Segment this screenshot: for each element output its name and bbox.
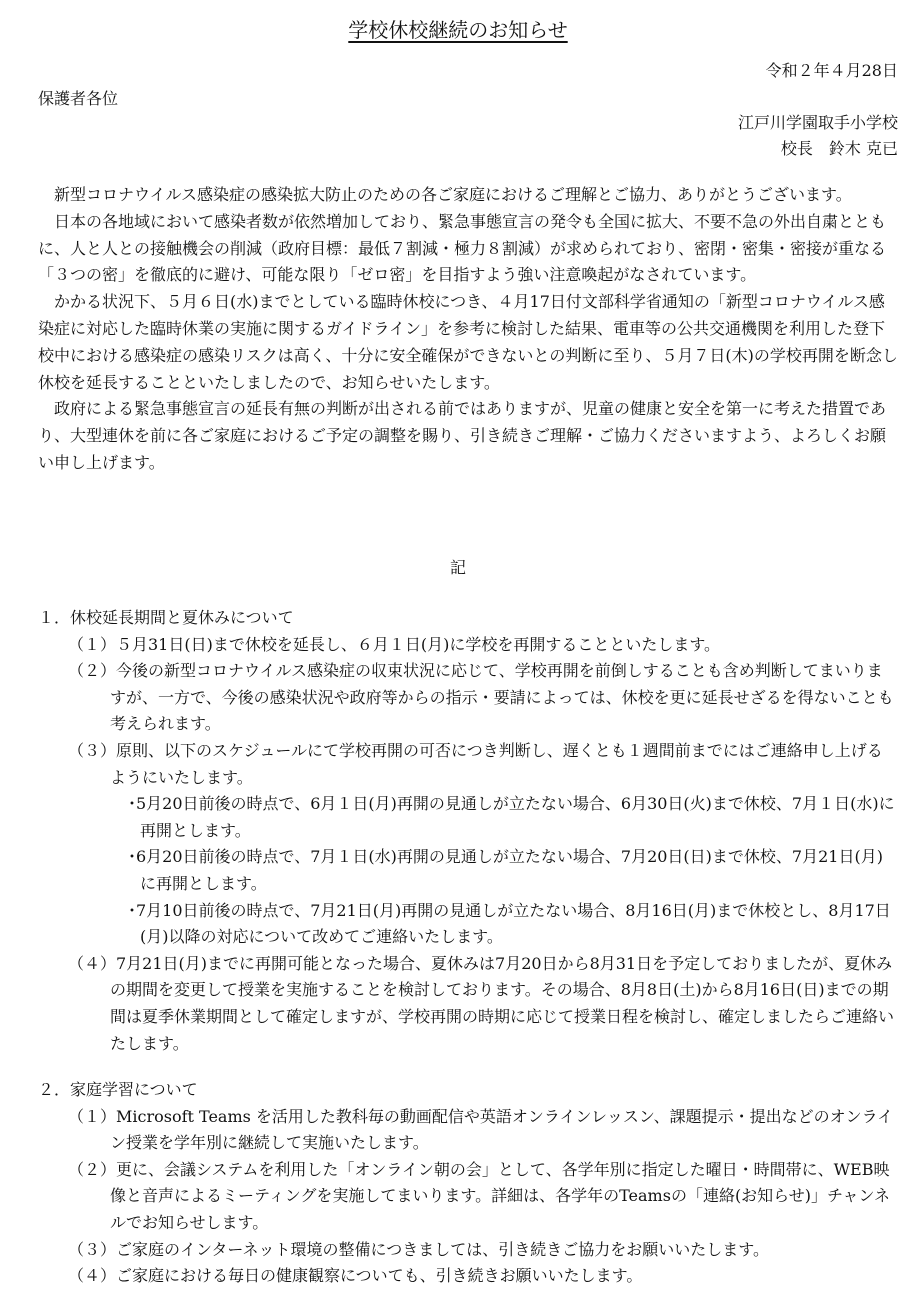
recipient: 保護者各位 xyxy=(38,89,119,108)
schedule-bullet: ･7月10日前後の時点で、7月21日(月)再開の見通しが立たない場合、8月16日(月)まで休校とし、8月17日(月)以降の対応について改めてご連絡いたします。 xyxy=(128,900,891,947)
body-paragraph: 新型コロナウイルス感染症の感染拡大防止のための各ご家庭におけるご理解とご協力、ありがとうございます。 xyxy=(54,185,852,204)
list-item: （４）7月21日(月)までに再開可能となった場合、夏休みは7月20日から8月31日を予定しておりましたが、夏休みの期間を変更して授業を実施することを検討しております。その場合、8月8日(土)から8月16日(日)までの期間は夏季休業期間として確定しますが、学校再開の時期に応じて授業日程を検討し、確定しましたらご連絡いたします。 xyxy=(68,953,895,1053)
section-school-closure xyxy=(38,605,898,1057)
section-home-learning xyxy=(38,1077,898,1290)
list-item: （２）更に、会議システムを利用した「オンライン朝の会」として、各学年別に指定した曜日・時間帯に、WEB映像と音声によるミーティングを実施してまいります。詳細は、各学年のTeamsの「連絡(お知らせ)」チャンネルでお知らせします。 xyxy=(68,1159,890,1232)
body-paragraph: 日本の各地域において感染者数が依然増加しており、緊急事態宣言の発令も全国に拡大、不要不急の外出自粛とともに、人と人との接触機会の削減（政府目標：最低７割減・極力８割減）が求められており、密閉・密集・密接が重なる「３つの密」を徹底的に避け、可能な限り「ゼロ密」を目指すよう強い注意喚起がなされています。 xyxy=(38,211,887,285)
body-text xyxy=(38,182,898,477)
schedule-bullet: ･5月20日前後の時点で、6月１日(月)再開の見通しが立たない場合、6月30日(火)まで休校、7月１日(水)に再開とします。 xyxy=(128,794,895,840)
sender-block xyxy=(738,110,898,162)
schedule-bullet: ･6月20日前後の時点で、7月１日(水)再開の見通しが立たない場合、7月20日(日)まで休校、7月21日(月)に再開とします。 xyxy=(128,847,883,893)
list-item: （３）原則、以下のスケジュールにて学校再開の可否につき判断し、遅くとも１週間前までにはご連絡申し上げるようにいたします。 xyxy=(68,740,883,787)
document-title: 学校休校継続のお知らせ xyxy=(348,18,568,42)
list-item: （４）ご家庭における毎日の健康観察についても、引き続きお願いいたします。 xyxy=(68,1266,643,1286)
body-paragraph: かかる状況下、５月６日(水)までとしている臨時休校につき、４月17日付文部科学省通知の「新型コロナウイルス感染症に対応した臨時休業の実施に関するガイドライン」を参考に検討した結果、電車等の公共交通機関を利用した登下校中における感染症の感染リスクは高く、十分に安全確保ができないとの判断に至り、５月７日(木)の学校再開を断念し休校を延長することといたしましたので、お知らせいたします。 xyxy=(38,292,898,392)
list-item: （２）今後の新型コロナウイルス感染症の収束状況に応じて、学校再開を前倒しすることも含め判断してまいりますが、一方で、今後の感染状況や政府等からの指示・要請によっては、休校を更に延長せざるを得ないことも考えられます。 xyxy=(68,661,894,734)
principal-name: 校長 鈴木 克已 xyxy=(780,139,898,158)
list-item: （１）Microsoft Teams を活用した教科毎の動画配信や英語オンラインレッスン、課題提示・提出などのオンライン授業を学年別に継続して実施いたします。 xyxy=(68,1106,894,1153)
list-item: （３）ご家庭のインターネット環境の整備につきましては、引き続きご協力をお願いいたします。 xyxy=(68,1239,769,1259)
section-heading: ２．家庭学習について xyxy=(38,1080,198,1099)
section-heading: １．休校延長期間と夏休みについて xyxy=(38,608,294,627)
body-paragraph: 政府による緊急事態宣言の延長有無の判断が出される前ではありますが、児童の健康と安全を第一に考えた措置であり、大型連休を前に各ご家庭におけるご予定の調整を賜り、引き続きご理解・ご協力くださいますよう、よろしくお願い申し上げます。 xyxy=(38,399,887,472)
list-item: （１）５月31日(日)まで休校を延長し、６月１日(月)に学校を再開することといたします。 xyxy=(68,634,721,654)
school-name: 江戸川学園取手小学校 xyxy=(737,113,898,132)
document-date: 令和２年４月28日 xyxy=(765,61,898,80)
ki-heading: 記 xyxy=(449,558,466,577)
